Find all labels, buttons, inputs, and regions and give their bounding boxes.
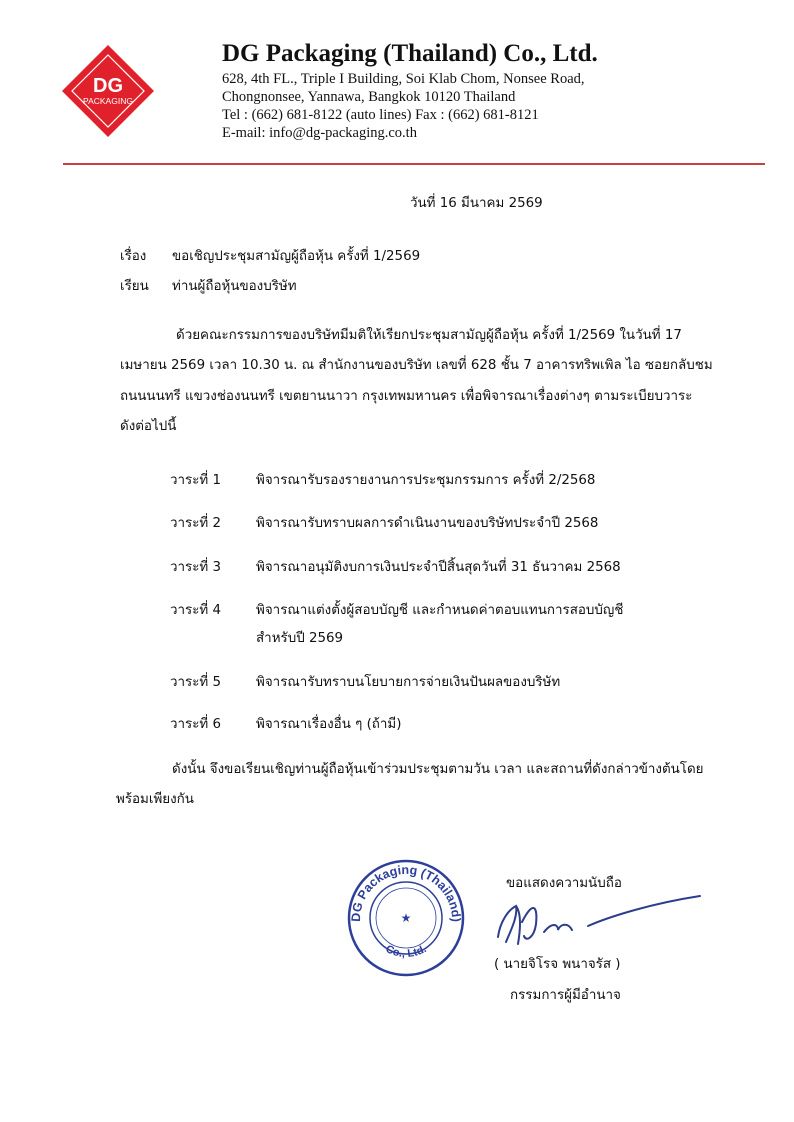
seal-star-icon: ★ bbox=[400, 911, 412, 925]
agenda-text: พิจารณาเรื่องอื่น ๆ (ถ้ามี) bbox=[256, 717, 402, 732]
letterhead-divider bbox=[63, 163, 765, 165]
handwritten-signature bbox=[488, 892, 708, 952]
agenda-label: วาระที่ 6 bbox=[170, 717, 222, 732]
agenda-label: วาระที่ 3 bbox=[170, 560, 222, 575]
agenda-text: พิจารณาอนุมัติงบการเงินประจำปีสิ้นสุดวันที่ 31 ธันวาคม 2568 bbox=[256, 560, 621, 575]
recipient-text: ท่านผู้ถือหุ้นของบริษัท bbox=[172, 279, 297, 294]
recipient-label: เรียน bbox=[120, 279, 149, 294]
company-name: DG Packaging (Thailand) Co., Ltd. bbox=[222, 40, 598, 67]
intro-line: เมษายน 2569 เวลา 10.30 น. ณ สำนักงานของบริษัท เลขที่ 628 ชั้น 7 อาคารทริพเพิล ไอ ซอยกลับชม bbox=[120, 358, 713, 373]
signer-position: กรรมการผู้มีอำนาจ bbox=[510, 988, 621, 1003]
logo-text-bottom: PACKAGING bbox=[83, 96, 133, 106]
agenda-text-continued: สำหรับปี 2569 bbox=[256, 631, 344, 646]
subject-text: ขอเชิญประชุมสามัญผู้ถือหุ้น ครั้งที่ 1/2569 bbox=[172, 249, 421, 264]
intro-line: ดังต่อไปนี้ bbox=[120, 419, 177, 434]
company-phone: Tel : (662) 681-8122 (auto lines) Fax : (662) 681-8121 bbox=[222, 107, 539, 123]
agenda-text: พิจารณาแต่งตั้งผู้สอบบัญชี และกำหนดค่าตอบแทนการสอบบัญชี bbox=[256, 603, 624, 618]
agenda-text: พิจารณารับทราบนโยบายการจ่ายเงินปันผลของบริษัท bbox=[256, 675, 561, 690]
company-seal bbox=[346, 858, 466, 978]
agenda-label: วาระที่ 5 bbox=[170, 675, 222, 690]
closing-regards: ขอแสดงความนับถือ bbox=[506, 876, 622, 891]
seal-text-top: DG Packaging (Thailand) bbox=[348, 862, 464, 923]
company-email: E-mail: info@dg-packaging.co.th bbox=[222, 125, 417, 141]
agenda-label: วาระที่ 2 bbox=[170, 516, 222, 531]
agenda-text: พิจารณารับรองรายงานการประชุมกรรมการ ครั้งที่ 2/2568 bbox=[256, 473, 596, 488]
company-address-line1: 628, 4th FL., Triple I Building, Soi Klab Chom, Nonsee Road, bbox=[222, 71, 585, 87]
svg-text:Co., Ltd. bbox=[384, 943, 429, 960]
agenda-text: พิจารณารับทราบผลการดำเนินงานของบริษัทประจำปี 2568 bbox=[256, 516, 599, 531]
company-logo bbox=[60, 43, 156, 139]
intro-line: ถนนนนทรี แขวงช่องนนทรี เขตยานนาวา กรุงเทพมหานคร เพื่อพิจารณาเรื่องต่างๆ ตามระเบียบวาระ bbox=[120, 389, 693, 404]
seal-text-bottom: Co., Ltd. bbox=[383, 943, 429, 960]
subject-label: เรื่อง bbox=[120, 249, 147, 264]
intro-line: ด้วยคณะกรรมการของบริษัทมีมติให้เรียกประชุมสามัญผู้ถือหุ้น ครั้งที่ 1/2569 ในวันที่ 17 bbox=[176, 328, 682, 343]
logo-text-top: DG bbox=[93, 75, 123, 97]
signer-name: ( นายจิโรจ พนาจรัส ) bbox=[494, 957, 621, 972]
closing-line: ดังนั้น จึงขอเรียนเชิญท่านผู้ถือหุ้นเข้าร่วมประชุมตามวัน เวลา และสถานที่ดังกล่าวข้างต้นโดย bbox=[172, 762, 704, 777]
agenda-label: วาระที่ 4 bbox=[170, 603, 222, 618]
company-address-line2: Chongnonsee, Yannawa, Bangkok 10120 Thailand bbox=[222, 89, 516, 105]
closing-line: พร้อมเพียงกัน bbox=[116, 792, 194, 807]
agenda-label: วาระที่ 1 bbox=[170, 473, 222, 488]
letter-date: วันที่ 16 มีนาคม 2569 bbox=[410, 196, 543, 211]
